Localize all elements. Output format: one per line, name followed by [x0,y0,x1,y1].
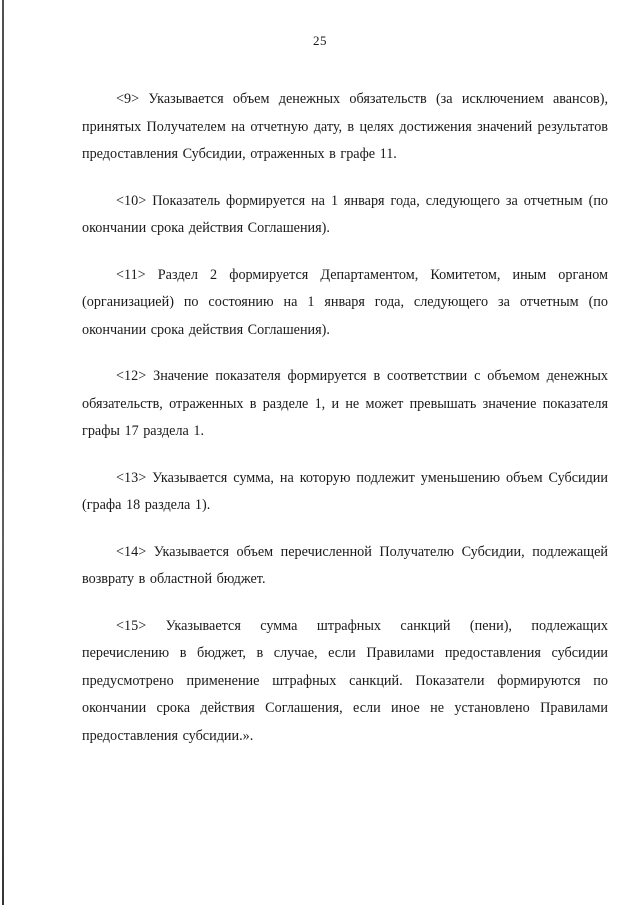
footnote-marker: <9> [116,91,140,107]
footnote-text: Раздел 2 формируется Департаментом, Комитетом, иным органом (организацией) по состоянию на 1 января года, следующего за отчетным (по окончании срока действия Соглашения). [82,266,609,338]
footnote-9 [82,86,608,169]
scan-edge-line [2,0,4,905]
footnote-marker: <15> [116,617,147,634]
footnote-11 [82,262,608,345]
footnote-marker: <14> [116,543,147,560]
footnote-14 [82,539,608,594]
footnote-text: Показатель формируется на 1 января года, следующего за отчетным (по окончании срока действия Соглашения). [82,192,609,236]
footnote-marker: <13> [116,469,147,486]
footnote-text: Указывается объем денежных обязательств (за исключением авансов), принятых Получателем на отчетную дату, в целях достижения значений результатов предоставления Субсидии, отраженных в графе 11. [82,91,609,162]
footnote-text: Указывается объем перечисленной Получателю Субсидии, подлежащей возврату в областной бюджет. [82,543,608,587]
footnote-12 [82,363,608,446]
footnote-marker: <11> [116,266,146,283]
footnote-13 [82,465,608,520]
footnote-text: Указывается сумма, на которую подлежит уменьшению объем Субсидии (графа 18 раздела 1). [82,469,608,513]
footnote-15 [82,613,608,751]
footnote-10 [82,188,608,243]
footnote-marker: <10> [116,192,147,209]
footnotes-block [82,86,608,769]
footnote-text: Значение показателя формируется в соответствии с объемом денежных обязательств, отраженных в разделе 1, и не может превышать значение показателя графы 17 раздела 1. [82,368,608,439]
footnote-marker: <12> [116,368,147,384]
footnote-text: Указывается сумма штрафных санкций (пени), подлежащих перечислению в бюджет, в случае, если Правилами предоставления субсидии предусмотрено применение штрафных санкций. Показатели формируются по окончании срока действия Соглашения, если иное не установлено Правилами предоставления субсидии.». [82,617,608,744]
page-number: 25 [313,33,327,48]
